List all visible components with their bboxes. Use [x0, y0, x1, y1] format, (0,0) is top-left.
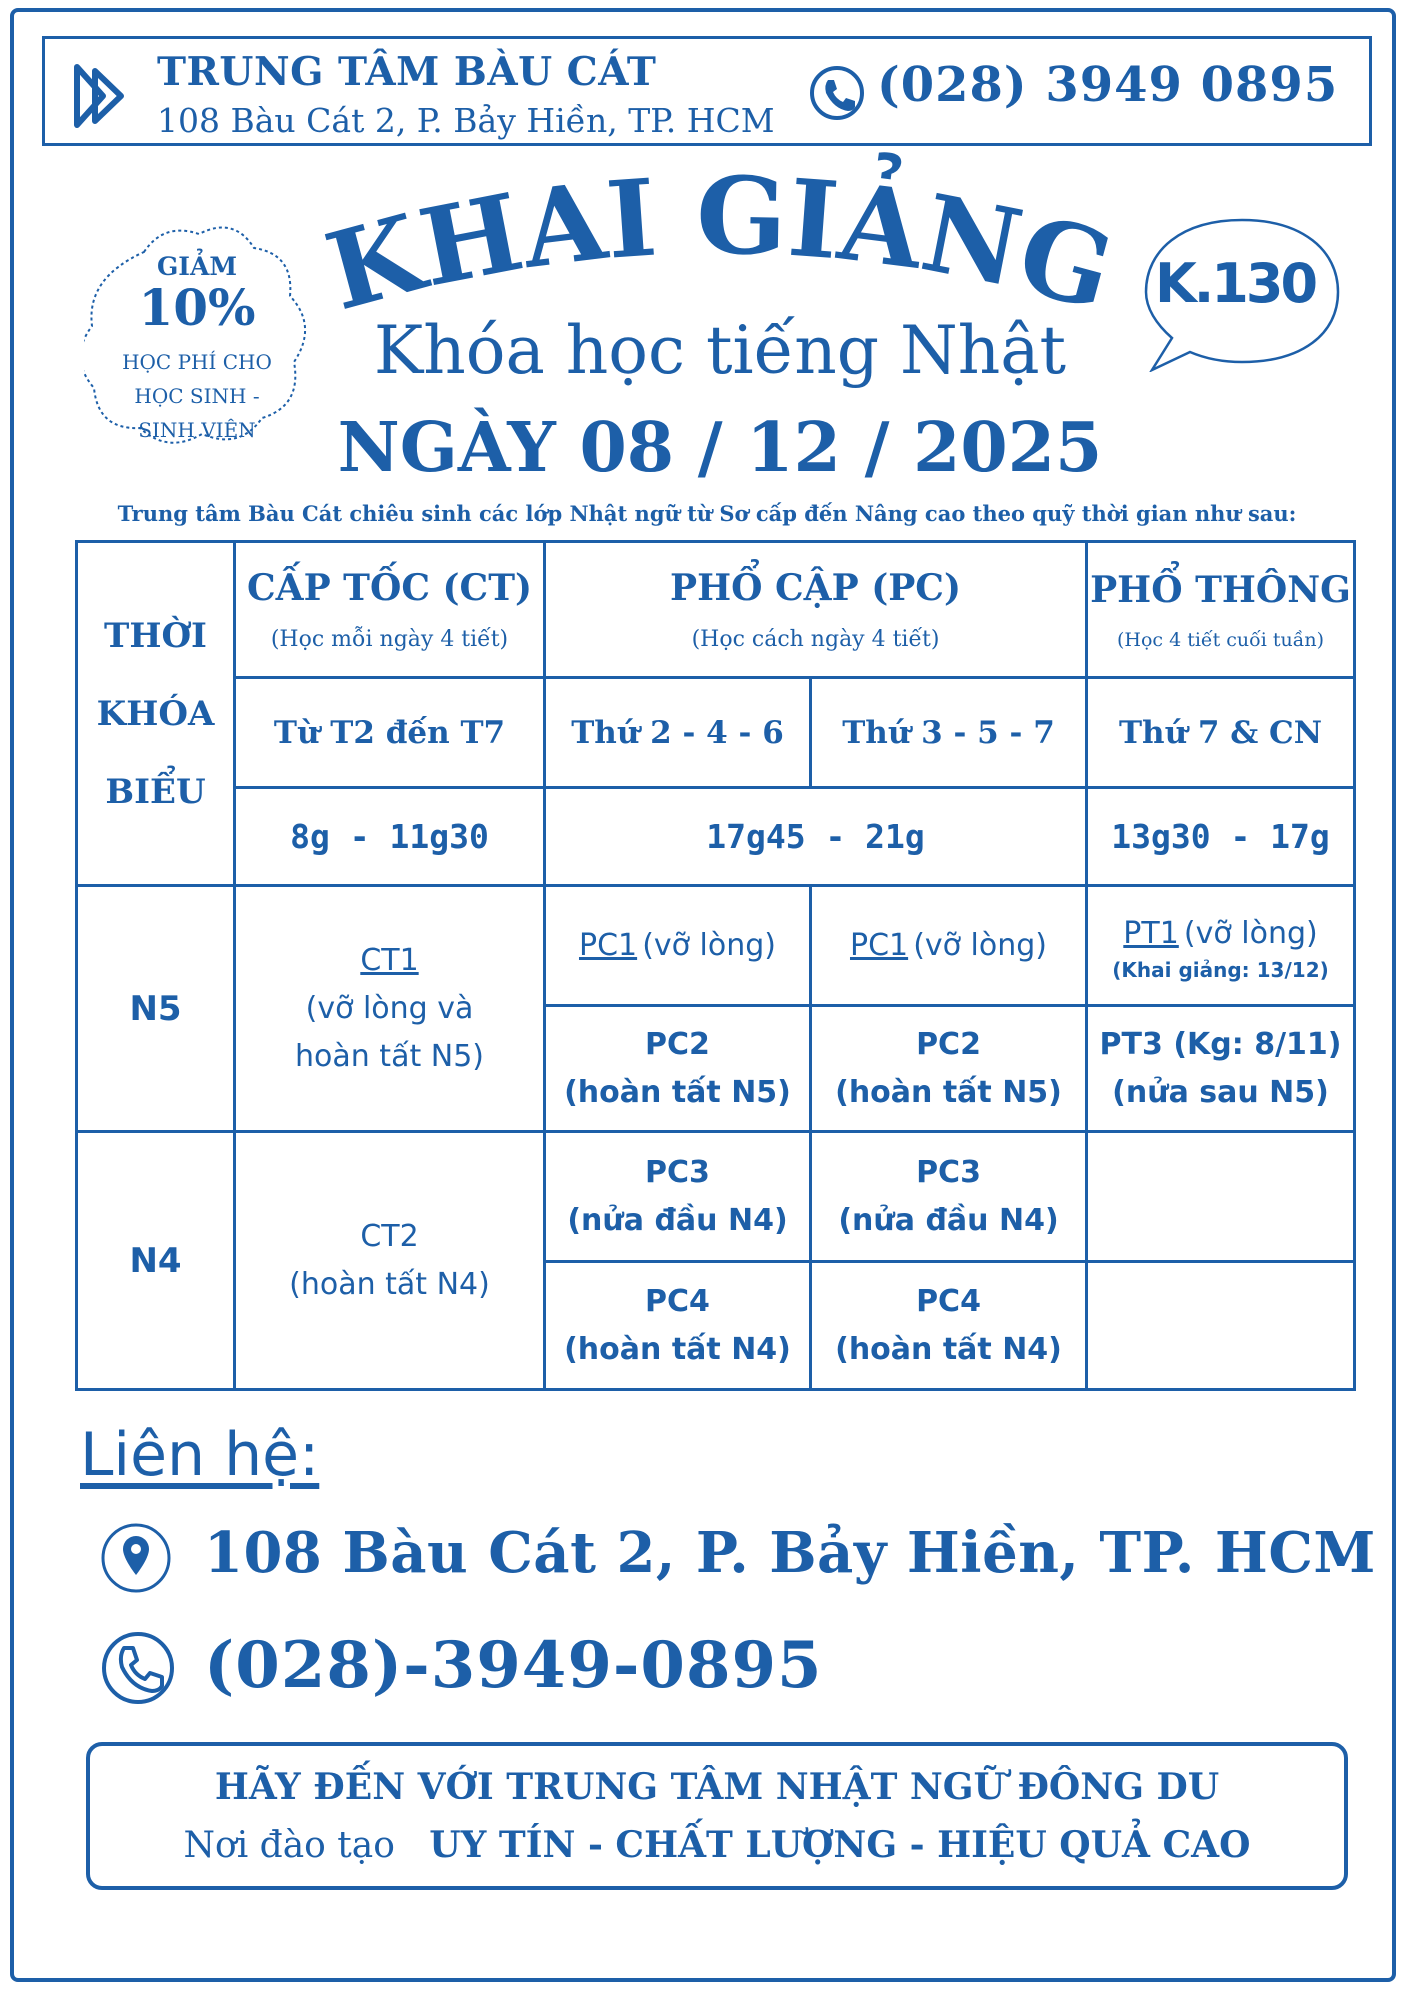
tkb-line-3: BIỂU [105, 771, 206, 812]
program-pt-header [1087, 542, 1355, 678]
intro-text: Trung tâm Bàu Cát chiêu sinh các lớp Nhật ngữ từ Sơ cấp đến Nâng cao theo quỹ thời gian như sau: [117, 501, 1297, 526]
program-ct-header [235, 542, 545, 678]
center-name: TRUNG TÂM BÀU CÁT [157, 49, 657, 95]
class-pc2-desc: (hoàn tất N5) [564, 1074, 791, 1110]
subtitle: Khóa học tiếng Nhật [373, 312, 1067, 389]
class-ct2-desc: (hoàn tất N4) [289, 1266, 490, 1302]
class-pt1-desc: (vỡ lòng) [1183, 915, 1318, 951]
program-pc-name: PHỔ CẬP (PC) [670, 567, 961, 609]
program-ct-name: CẤP TỐC (CT) [246, 567, 533, 609]
class-pc4-code: PC4 [645, 1283, 710, 1319]
title-text: KHAI GIẢNG [314, 152, 1126, 335]
class-pc1-desc: (vỡ lòng) [913, 927, 1048, 963]
double-chevron-right-icon [73, 61, 129, 131]
time-pc: 17g45 - 21g [545, 788, 1087, 886]
class-pc3-desc: (nửa đầu N4) [838, 1202, 1059, 1238]
class-pc4-desc: (hoàn tất N4) [564, 1331, 791, 1367]
slogan-strong: UY TÍN - CHẤT LƯỢNG - HIỆU QUẢ CAO [429, 1824, 1251, 1866]
program-pc-note: (Học cách ngày 4 tiết) [691, 627, 940, 652]
level-n5: N5 [77, 886, 235, 1132]
contact-phone[interactable]: (028)-3949-0895 [204, 1628, 823, 1703]
empty-cell [1087, 1132, 1355, 1262]
schedule-table [75, 540, 1356, 1391]
discount-badge [84, 212, 310, 462]
contact-address: 108 Bàu Cát 2, P. Bảy Hiền, TP. HCM [204, 1520, 1376, 1586]
tkb-line-2: KHÓA [96, 693, 215, 734]
discount-line-4: HỌC SINH - [134, 384, 260, 408]
class-pt3-code: PT3 (Kg: 8/11) [1099, 1026, 1342, 1062]
program-pc-header [545, 542, 1087, 678]
center-address: 108 Bàu Cát 2, P. Bảy Hiền, TP. HCM [157, 101, 775, 140]
class-pc2-a [545, 1006, 811, 1132]
location-pin-icon [100, 1522, 172, 1594]
class-pc3-b [811, 1132, 1087, 1262]
class-ct2 [235, 1132, 545, 1390]
program-pt-name: PHỔ THÔNG [1090, 568, 1351, 611]
empty-cell [1087, 1262, 1355, 1390]
class-pc1-desc: (vỡ lòng) [642, 927, 777, 963]
class-pc3-a [545, 1132, 811, 1262]
phone-icon [809, 65, 865, 121]
class-ct2-code: CT2 [360, 1218, 419, 1254]
header-phone[interactable]: (028) 3949 0895 [877, 57, 1339, 113]
tkb-line-1: THỜI [104, 615, 207, 656]
class-pt3-desc: (nửa sau N5) [1112, 1074, 1329, 1110]
main-title [314, 152, 1126, 338]
class-pc2-code: PC2 [645, 1026, 710, 1062]
opening-date: NGÀY 08 / 12 / 2025 [337, 408, 1103, 488]
class-pc3-code: PC3 [916, 1154, 981, 1190]
class-pt3 [1087, 1006, 1355, 1132]
class-pc4-desc: (hoàn tất N4) [835, 1331, 1062, 1367]
days-pt: Thứ 7 & CN [1087, 678, 1355, 788]
class-pc3-desc: (nửa đầu N4) [567, 1202, 788, 1238]
discount-line-5: SINH VIÊN [138, 418, 256, 442]
class-pc1-code: PC1 [849, 927, 909, 963]
class-pc2-code: PC2 [916, 1026, 981, 1062]
class-pt1-code: PT1 [1123, 915, 1179, 951]
discount-percent: 10% [138, 278, 256, 337]
time-pt: 13g30 - 17g [1087, 788, 1355, 886]
class-pc2-b [811, 1006, 1087, 1132]
class-ct1-desc-1: (vỡ lòng và [305, 990, 474, 1026]
class-pt1-note: (Khai giảng: 13/12) [1112, 957, 1329, 982]
days-pc-246: Thứ 2 - 4 - 6 [545, 678, 811, 788]
slogan-line-1: HÃY ĐẾN VỚI TRUNG TÂM NHẬT NGỮ ĐÔNG DU [214, 1766, 1220, 1808]
class-pt1 [1087, 886, 1355, 1006]
class-pc1-b [811, 886, 1087, 1006]
class-pc1-a [545, 886, 811, 1006]
phone-icon [100, 1630, 176, 1706]
class-ct1-desc-2: hoàn tất N5) [295, 1038, 484, 1074]
discount-line-3: HỌC PHÍ CHO [122, 350, 272, 374]
class-pc3-code: PC3 [645, 1154, 710, 1190]
course-code: K.130 [1154, 252, 1316, 315]
slogan-line-2 [90, 1824, 1344, 1866]
class-ct1 [235, 886, 545, 1132]
time-ct: 8g - 11g30 [235, 788, 545, 886]
class-pc4-code: PC4 [916, 1283, 981, 1319]
header-box [42, 36, 1372, 146]
class-pc1-code: PC1 [578, 927, 638, 963]
slogan-box [86, 1742, 1348, 1890]
discount-label: GIẢM [156, 252, 238, 281]
tkb-header [77, 542, 235, 886]
days-pc-357: Thứ 3 - 5 - 7 [811, 678, 1087, 788]
program-pt-note: (Học 4 tiết cuối tuần) [1116, 628, 1325, 651]
class-pc4-a [545, 1262, 811, 1390]
svg-text:KHAI GIẢNG [314, 146, 1126, 334]
contact-heading: Liên hệ: [80, 1420, 320, 1490]
slogan-lead: Nơi đào tạo [183, 1825, 395, 1866]
class-ct1-code: CT1 [360, 942, 419, 978]
class-pc2-desc: (hoàn tất N5) [835, 1074, 1062, 1110]
program-ct-note: (Học mỗi ngày 4 tiết) [270, 627, 509, 652]
days-ct: Từ T2 đến T7 [235, 678, 545, 788]
class-pc4-b [811, 1262, 1087, 1390]
level-n4: N4 [77, 1132, 235, 1390]
